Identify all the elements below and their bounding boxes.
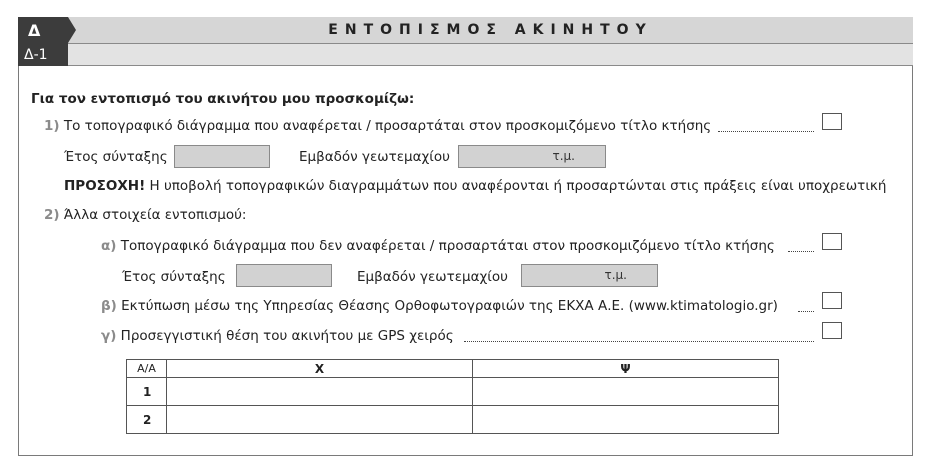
item2b-checkbox[interactable] [822,292,842,309]
item1-text: Το τοπογραφικό διάγραμμα που αναφέρεται / προσαρτάται στον προσκομιζόμενο τίτλο κτήσης [63,118,712,134]
item1-checkbox[interactable] [822,113,842,130]
col-header-aa: Α/Α [127,360,167,378]
item1-year-label: Έτος σύνταξης [64,149,168,165]
y-coordinate-cell[interactable] [473,406,779,434]
item2c-letter: γ) [101,328,117,344]
item1-area-label: Εμβαδόν γεωτεμαχίου [299,149,450,165]
dotted-leader [788,251,814,252]
warning-text: Η υποβολή τοπογραφικών διαγραμμάτων που αναφέρονται ή προσαρτώνται στις πράξεις είναι υποχρεωτική [149,178,887,194]
item2a-area-field[interactable] [521,264,658,287]
item1-year-field[interactable] [174,145,270,168]
col-header-x: Χ [167,360,473,378]
item2a-area-label: Εμβαδόν γεωτεμαχίου [357,269,508,285]
item2c-checkbox[interactable] [822,322,842,339]
item2c-line [101,327,454,345]
section-title: ΕΝΤΟΠΙΣΜΟΣ ΑΚΙΝΗΤΟΥ [328,22,653,38]
dotted-leader [718,131,814,132]
item1-number: 1) [44,118,60,134]
gps-coordinates-table [126,359,779,434]
section-letter: Δ [28,21,41,40]
dotted-leader [798,311,814,312]
dotted-leader [464,341,814,342]
item2b-letter: β) [101,298,117,314]
item1-warning [64,177,886,195]
item2b-text: Εκτύπωση μέσω της Υπηρεσίας Θέασης Ορθοφωτογραφιών της ΕΚΧΑ Α.Ε. (www.ktimatologio.gr) [121,298,778,314]
intro-text: Για τον εντοπισμό του ακινήτου μου προσκομίζω: [31,91,415,107]
item2a-year-label: Έτος σύνταξης [122,269,226,285]
item2b-line [101,297,778,315]
item2a-line [101,237,775,255]
col-header-y: Ψ [473,360,779,378]
warning-label: ΠΡΟΣΟΧΗ! [64,178,146,194]
item2a-year-field[interactable] [236,264,332,287]
item1-area-unit: τ.μ. [552,149,575,163]
item2-number: 2) [44,207,60,223]
section-letter-tag [18,17,68,44]
row-number: 2 [127,406,167,434]
item2a-area-unit: τ.μ. [604,268,627,282]
x-coordinate-cell[interactable] [167,406,473,434]
item2-line [44,206,246,224]
item1-line [44,117,711,135]
y-coordinate-cell[interactable] [473,378,779,406]
item2a-letter: α) [101,238,117,254]
table-row [127,378,779,406]
row-number: 1 [127,378,167,406]
item2-text: Άλλα στοιχεία εντοπισμού: [63,207,247,223]
table-header-row [127,360,779,378]
subsection-header-bar [18,44,913,66]
x-coordinate-cell[interactable] [167,378,473,406]
table-row [127,406,779,434]
item2c-text: Προσεγγιστική θέση του ακινήτου με GPS χειρός [120,328,454,344]
subsection-code: Δ-1 [18,44,68,66]
item2a-text: Τοπογραφικό διάγραμμα που δεν αναφέρεται / προσαρτάται στον προσκομιζόμενο τίτλο κτήσης [120,238,775,254]
item2a-checkbox[interactable] [822,233,842,250]
item1-area-field[interactable] [458,145,606,168]
